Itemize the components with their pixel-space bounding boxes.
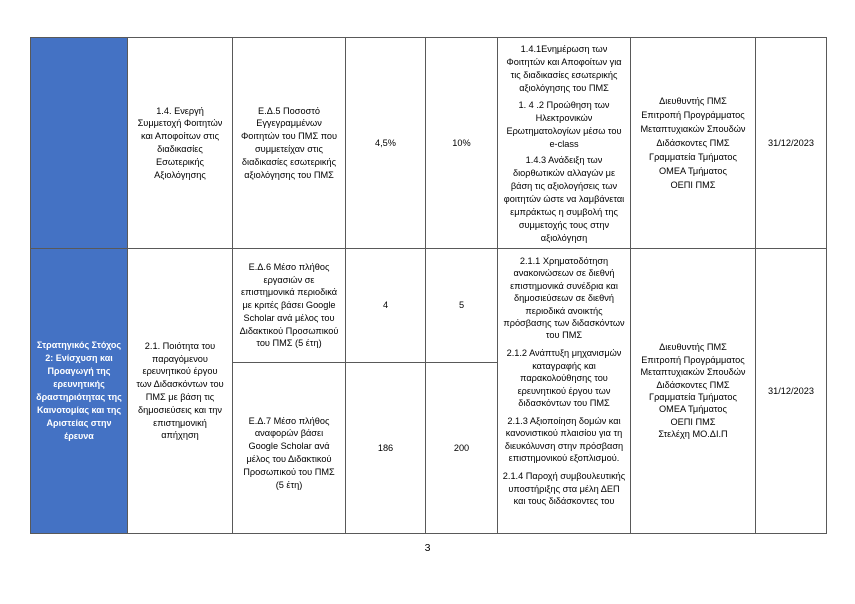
target-value: 10% [452,137,471,148]
action-item: 1. 4 .2 Προώθηση των Ηλεκτρονικών Ερωτηματολογίων μέσω του e-class [506,99,622,149]
objective-text: 1.4. Ενεργή Συμμετοχή Φοιτητών και Αποφοίτων στις διαδικασίες Εσωτερικής Αξιολόγησης [137,105,223,180]
baseline-value: 4 [382,300,389,311]
indicator-label: Ε.Δ.5 Ποσοστό Εγγεγραμμένων Φοιτητών του ΠΜΣ που συμμετείχαν στις διαδικασίες εσωτερικής αξιολόγησης του ΠΜΣ [240,105,338,180]
indicator-cell [232,248,346,363]
responsible-cell [630,37,756,249]
baseline-value-cell [345,248,426,363]
action-item: 2.1.2 Ανάπτυξη μηχανισμών καταγραφής και παρακολούθησης του ερευνητικού έργου των διδασκόντων του ΠΜΣ [506,348,622,409]
responsible-item: Διδάσκοντες ΠΜΣ [656,379,730,390]
indicator-label: Ε.Δ.7 Μέσο πλήθος αναφορών βάσει Google Scholar ανά μέλος του Διδακτικού Προσωπικού του ΠΜΣ (5 έτη) [243,415,335,490]
responsible-item: Διευθυντής ΠΜΣ [659,96,727,106]
target-value: 200 [453,442,470,453]
responsible-item: Στελέχη ΜΟ.ΔΙ.Π [658,429,728,440]
objective-text: 2.1. Ποιότητα του παραγόμενου ερευνητικού έργου των Διδασκόντων του ΠΜΣ με βάση τις δημοσιεύσεις και την επιστημονική απήχηση [136,340,224,441]
action-item: 1.4.3 Ανάδειξη των διορθωτικών αλλαγών με βάση τις αξιολογήσεις των φοιτητών ώστε να λαμβάνεται εμπράκτως η συμβολή της συμμετοχής τους στην αξιολόγηση [503,155,625,243]
deadline-date: 31/12/2023 [768,137,814,148]
target-value-cell [425,248,498,363]
action-item: 2.1.3 Αξιοποίηση δομών και κανονιστικού πλαισίου για τη διευκόλυνση στην πρόσβαση επιστημονικού εξοπλισμού. [504,416,624,464]
action-item: 2.1.1 Χρηματοδότηση ανακοινώσεων σε διεθνή επιστημονικά συνέδρια και δημοσιεύσεων σε διεθνή περιοδικά ανοικτής πρόσβασης των διδασκόντων του ΠΜΣ [503,256,625,341]
responsible-cell [630,248,756,534]
indicator-cell [232,37,346,249]
strategic-goal-cell [30,248,128,534]
responsible-item: Γραμματεία Τμήματος [649,392,737,402]
responsible-item: Διδάσκοντες ΠΜΣ [656,138,730,148]
indicator-label: Ε.Δ.6 Μέσο πλήθος εργασιών σε επιστημονικά περιοδικά με κριτές βάσει Google Scholar ανά μέλος του Διδακτικού Προσωπικού του ΠΜΣ (5 έτη) [239,261,339,349]
responsible-item: Γραμματεία Τμήματος [649,152,737,162]
responsible-item: Επιτροπή Προγράμματος Μεταπτυχιακών Σπουδών [640,354,746,378]
actions-cell [497,248,631,534]
actions-cell [497,37,631,249]
page-number: 3 [424,542,431,554]
strategic-goal-text: Στρατηγικός Στόχος 2: Ενίσχυση και Προαγωγή της ερευνητικής δραστηριότητας της Καινοτομίας και της Αριστείας στην έρευνα [36,340,122,441]
deadline-date: 31/12/2023 [768,385,814,396]
deadline-cell [755,248,827,534]
strategic-goal-cell [30,37,128,249]
responsible-item: ΟΕΠΙ ΠΜΣ [670,416,716,427]
objective-cell [127,37,233,249]
responsible-item: ΟΜΕΑ Τμήματος [659,404,727,415]
responsible-item: ΟΕΠΙ ΠΜΣ [670,180,716,190]
target-value-cell [425,37,498,249]
deadline-cell [755,37,827,249]
responsible-item: Επιτροπή Προγράμματος Μεταπτυχιακών Σπουδών [640,110,746,134]
action-item: 1.4.1Ενημέρωση των Φοιτητών και Αποφοίτων για τις διαδικασίες εσωτερικής αξιολόγησης του ΠΜΣ [506,44,622,93]
target-value: 5 [458,300,465,311]
responsible-item: ΟΜΕΑ Τμήματος [659,166,727,176]
action-item: 2.1.4 Παροχή συμβουλευτικής υποστήριξης στα μέλη ΔΕΠ και τους διδάσκοντες του [502,471,626,507]
indicator-cell [232,362,346,534]
baseline-value: 4,5% [375,137,396,148]
baseline-value-cell [345,362,426,534]
target-value-cell [425,362,498,534]
baseline-value-cell [345,37,426,249]
baseline-value: 186 [377,442,394,453]
objective-cell [127,248,233,534]
responsible-item: Διευθυντής ΠΜΣ [659,342,727,353]
